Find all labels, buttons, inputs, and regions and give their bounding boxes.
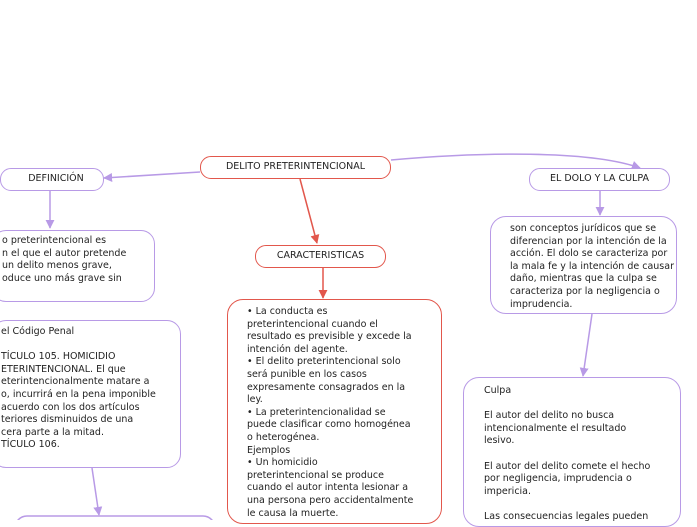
definicion-text-node[interactable]: o preterintencional es n el que el autor pretende un delito menos grave, oduce uno más grave sin <box>0 230 155 302</box>
central-topic[interactable]: DELITO PRETERINTENCIONAL <box>200 156 391 179</box>
codigo-penal-node[interactable]: el Código Penal TÍCULO 105. HOMICIDIO ETERINTENCIONAL. El que eterintencionalmente matare a o, incurrirá en la pena imponible acuerdo con los dos artículos teriores disminuidos de una cera parte a la mitad. TÍCULO 106. <box>0 320 181 468</box>
dolo-culpa-topic[interactable]: EL DOLO Y LA CULPA <box>529 168 670 191</box>
partial-node-bottom <box>15 516 215 520</box>
dolo-culpa-text-node[interactable]: son conceptos jurídicos que se diferencian por la intención de la acción. El dolo se caracteriza por la mala fe y la intención de causar daño, mientras que la culpa se caracteriza por la negligencia o imprudencia. <box>490 216 677 314</box>
definicion-topic[interactable]: DEFINICIÓN <box>0 168 104 191</box>
edge-codigo-below <box>92 468 99 515</box>
edge-central-dolo <box>391 154 640 168</box>
caracteristicas-text-node[interactable]: • La conducta es preterintencional cuando el resultado es previsible y excede la intención del agente. • El delito preterintencional solo será punible en los casos expresamente consagrados en la ley. • La preterintencionalidad se puede clasificar como homogénea o heterogénea. Ejemplos • Un homicidio preterintencional se produce cuando el autor intenta lesionar a una persona pero accidentalmente le causa la muerte. <box>227 299 442 524</box>
caracteristicas-topic[interactable]: CARACTERISTICAS <box>255 245 386 268</box>
edge-dolo-culpa <box>583 314 592 376</box>
edge-central-definicion <box>104 172 200 178</box>
culpa-node[interactable]: Culpa El autor del delito no busca intencionalmente el resultado lesivo. El autor del delito comete el hecho por negligencia, imprudencia o impericia. Las consecuencias legales pueden <box>463 377 681 527</box>
edge-central-caracteristicas <box>300 179 317 243</box>
